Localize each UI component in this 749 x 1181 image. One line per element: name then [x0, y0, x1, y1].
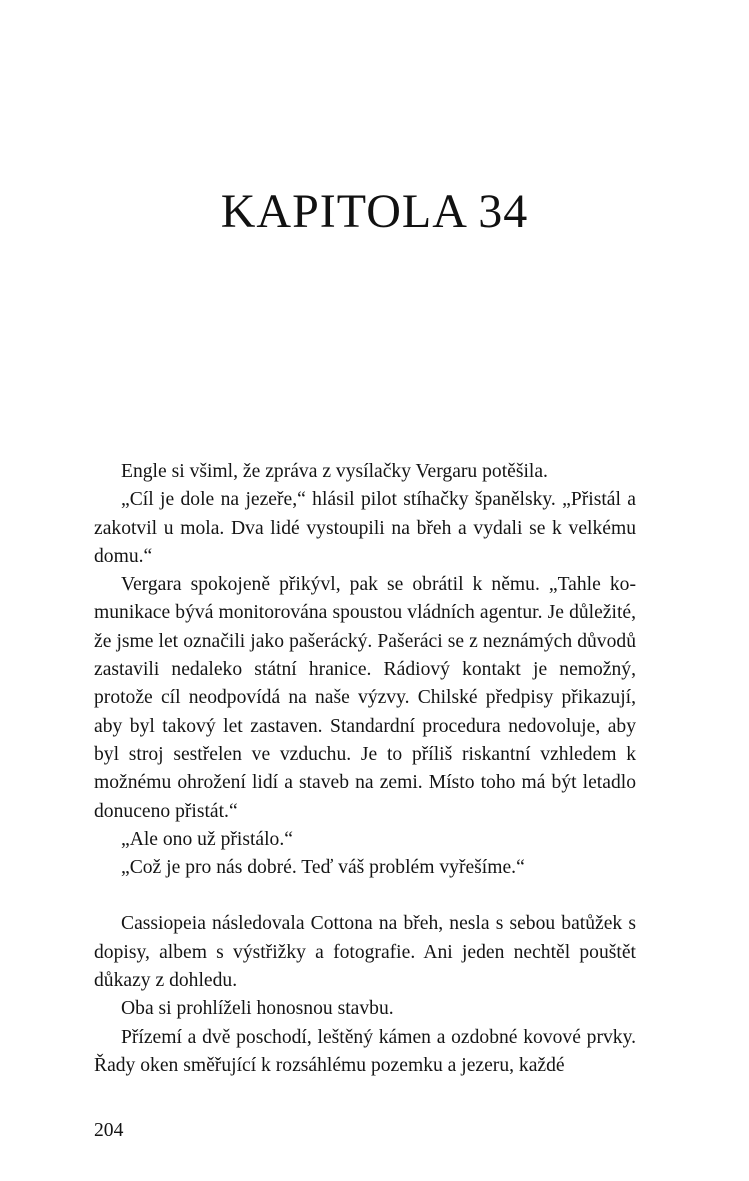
paragraph: Vergara spokojeně přikývl, pak se obrátil k němu. „Tahle komunikace bývá monitorována spoustou vládních agentur. Je důležité, že jsme let označili jako pašerácký. Pašeráci se z neznámých důvodů zastavili nedaleko státní hranice. Rádiový kontakt je nemožný, protože cíl neodpovídá na naše výzvy. Chilské předpisy přikazují, aby byl takový let zastaven. Standardní procedura nedovoluje, aby byl stroj sestřelen ve vzduchu. Je to příliš riskantní vzhledem k možnému ohrožení lidí a staveb na zemi. Místo toho má být letadlo donuceno přistát.“: [94, 574, 636, 822]
paragraph: Cassiopeia následovala Cottona na břeh, nesla s sebou batůžek s dopisy, albem s výstřižky a fotografie. Ani jeden nechtěl pouštět důkazy z dohledu.: [94, 913, 636, 992]
paragraph: „Ale ono už přistálo.“: [121, 828, 293, 850]
paragraph: „Což je pro nás dobré. Teď váš problém vyřešíme.“: [121, 857, 525, 879]
paragraph: Přízemí a dvě poschodí, leštěný kámen a ozdobné kovové prvky. Řady oken směřující k rozsáhlému pozemku a jezeru, každé: [94, 1026, 636, 1076]
chapter-title: KAPITOLA 34: [220, 185, 529, 238]
paragraph: „Cíl je dole na jezeře,“ hlásil pilot stíhačky španělsky. „Přistál a zakotvil u mola. Dva lidé vystoupili na břeh a vydali se k velkému domu.“: [94, 489, 636, 567]
page-number: 204: [94, 1120, 124, 1141]
paragraph: Engle si všiml, že zpráva z vysílačky Vergaru potěšila.: [121, 461, 548, 482]
body-text: [94, 458, 636, 1080]
paragraph: Oba si prohlíželi honosnou stavbu.: [121, 998, 394, 1020]
